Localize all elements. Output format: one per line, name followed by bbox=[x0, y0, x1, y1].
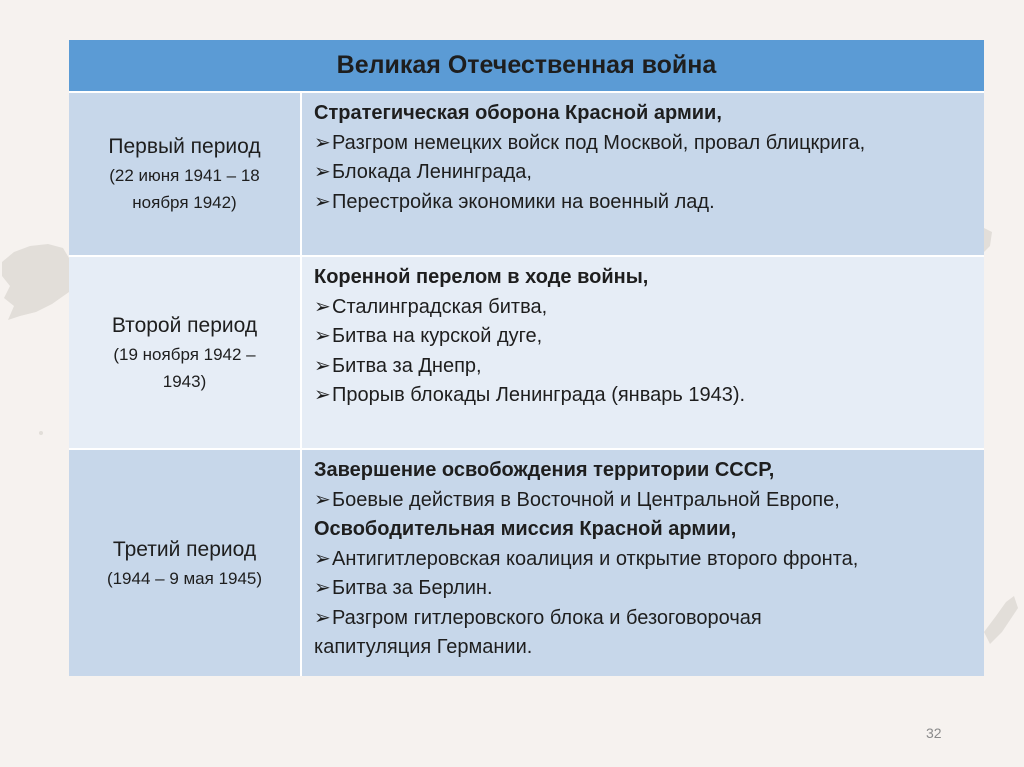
event-text: Битва за Днепр, bbox=[332, 354, 482, 377]
events-cell bbox=[314, 263, 976, 411]
event-heading bbox=[314, 456, 976, 486]
event-item bbox=[314, 381, 976, 411]
event-text: Освободительная миссия Красной армии, bbox=[314, 518, 737, 540]
events-cell bbox=[314, 456, 976, 663]
event-item bbox=[314, 293, 976, 323]
event-item bbox=[314, 188, 976, 218]
event-item bbox=[314, 158, 976, 188]
event-text: Антигитлеровская коалиция и открытие второго фронта, bbox=[332, 547, 859, 570]
period-name: Второй период bbox=[111, 313, 258, 337]
event-text: Битва за Берлин. bbox=[332, 577, 493, 599]
table-title: Великая Отечественная война bbox=[336, 51, 717, 79]
event-item bbox=[314, 545, 976, 575]
period-name: Первый период bbox=[108, 135, 261, 158]
period-dates: (19 ноября 1942 – 1943) bbox=[113, 344, 256, 391]
arrow-bullet-icon: ➢ bbox=[314, 295, 331, 318]
period-name: Третий период bbox=[112, 537, 257, 561]
periods-table bbox=[69, 40, 984, 676]
event-heading bbox=[314, 515, 976, 545]
arrow-bullet-icon: ➢ bbox=[314, 384, 331, 406]
column-divider bbox=[300, 257, 302, 448]
period-cell bbox=[69, 257, 300, 448]
table-header bbox=[69, 40, 984, 91]
event-text: Сталинградская битва, bbox=[332, 295, 548, 318]
event-item bbox=[314, 322, 976, 352]
event-text: Завершение освобождения территории СССР, bbox=[314, 459, 775, 481]
event-text: Разгром гитлеровского блока и безоговорочая bbox=[332, 606, 762, 629]
period-cell bbox=[69, 93, 300, 255]
event-text: Блокада Ленинграда, bbox=[332, 161, 532, 183]
event-text: капитуляция Германии. bbox=[314, 636, 533, 658]
page-number: 32 bbox=[926, 725, 942, 741]
column-divider bbox=[300, 450, 302, 676]
event-text: Битва на курской дуге, bbox=[332, 325, 543, 347]
arrow-bullet-icon: ➢ bbox=[314, 577, 331, 599]
event-text: Прорыв блокады Ленинграда (январь 1943). bbox=[332, 384, 746, 406]
arrow-bullet-icon: ➢ bbox=[314, 606, 331, 629]
table-row-third-period bbox=[69, 450, 984, 676]
event-text: Перестройка экономики на военный лад. bbox=[332, 190, 715, 213]
event-text: Коренной перелом в ходе войны, bbox=[314, 266, 649, 288]
event-item bbox=[314, 486, 976, 516]
column-divider bbox=[300, 93, 302, 255]
period-dates: (1944 – 9 мая 1945) bbox=[106, 568, 263, 588]
event-item bbox=[314, 574, 976, 604]
events-cell bbox=[314, 99, 976, 217]
event-heading bbox=[314, 263, 976, 293]
table-row-second-period bbox=[69, 257, 984, 448]
arrow-bullet-icon: ➢ bbox=[314, 131, 331, 154]
arrow-bullet-icon: ➢ bbox=[314, 190, 331, 213]
arrow-bullet-icon: ➢ bbox=[314, 161, 331, 183]
period-dates: (22 июня 1941 – 18 ноября 1942) bbox=[109, 166, 260, 212]
arrow-bullet-icon: ➢ bbox=[314, 547, 331, 570]
event-item bbox=[314, 604, 976, 634]
event-item bbox=[314, 129, 976, 159]
event-heading bbox=[314, 633, 976, 663]
event-text: Стратегическая оборона Красной армии, bbox=[314, 102, 722, 124]
table-row-first-period bbox=[69, 93, 984, 255]
event-item bbox=[314, 352, 976, 382]
event-text: Боевые действия в Восточной и Центральной Европе, bbox=[332, 488, 840, 511]
period-cell bbox=[69, 450, 300, 676]
arrow-bullet-icon: ➢ bbox=[314, 325, 331, 347]
arrow-bullet-icon: ➢ bbox=[314, 354, 331, 377]
event-heading bbox=[314, 99, 976, 129]
arrow-bullet-icon: ➢ bbox=[314, 488, 331, 511]
event-text: Разгром немецких войск под Москвой, провал блицкрига, bbox=[332, 131, 866, 154]
